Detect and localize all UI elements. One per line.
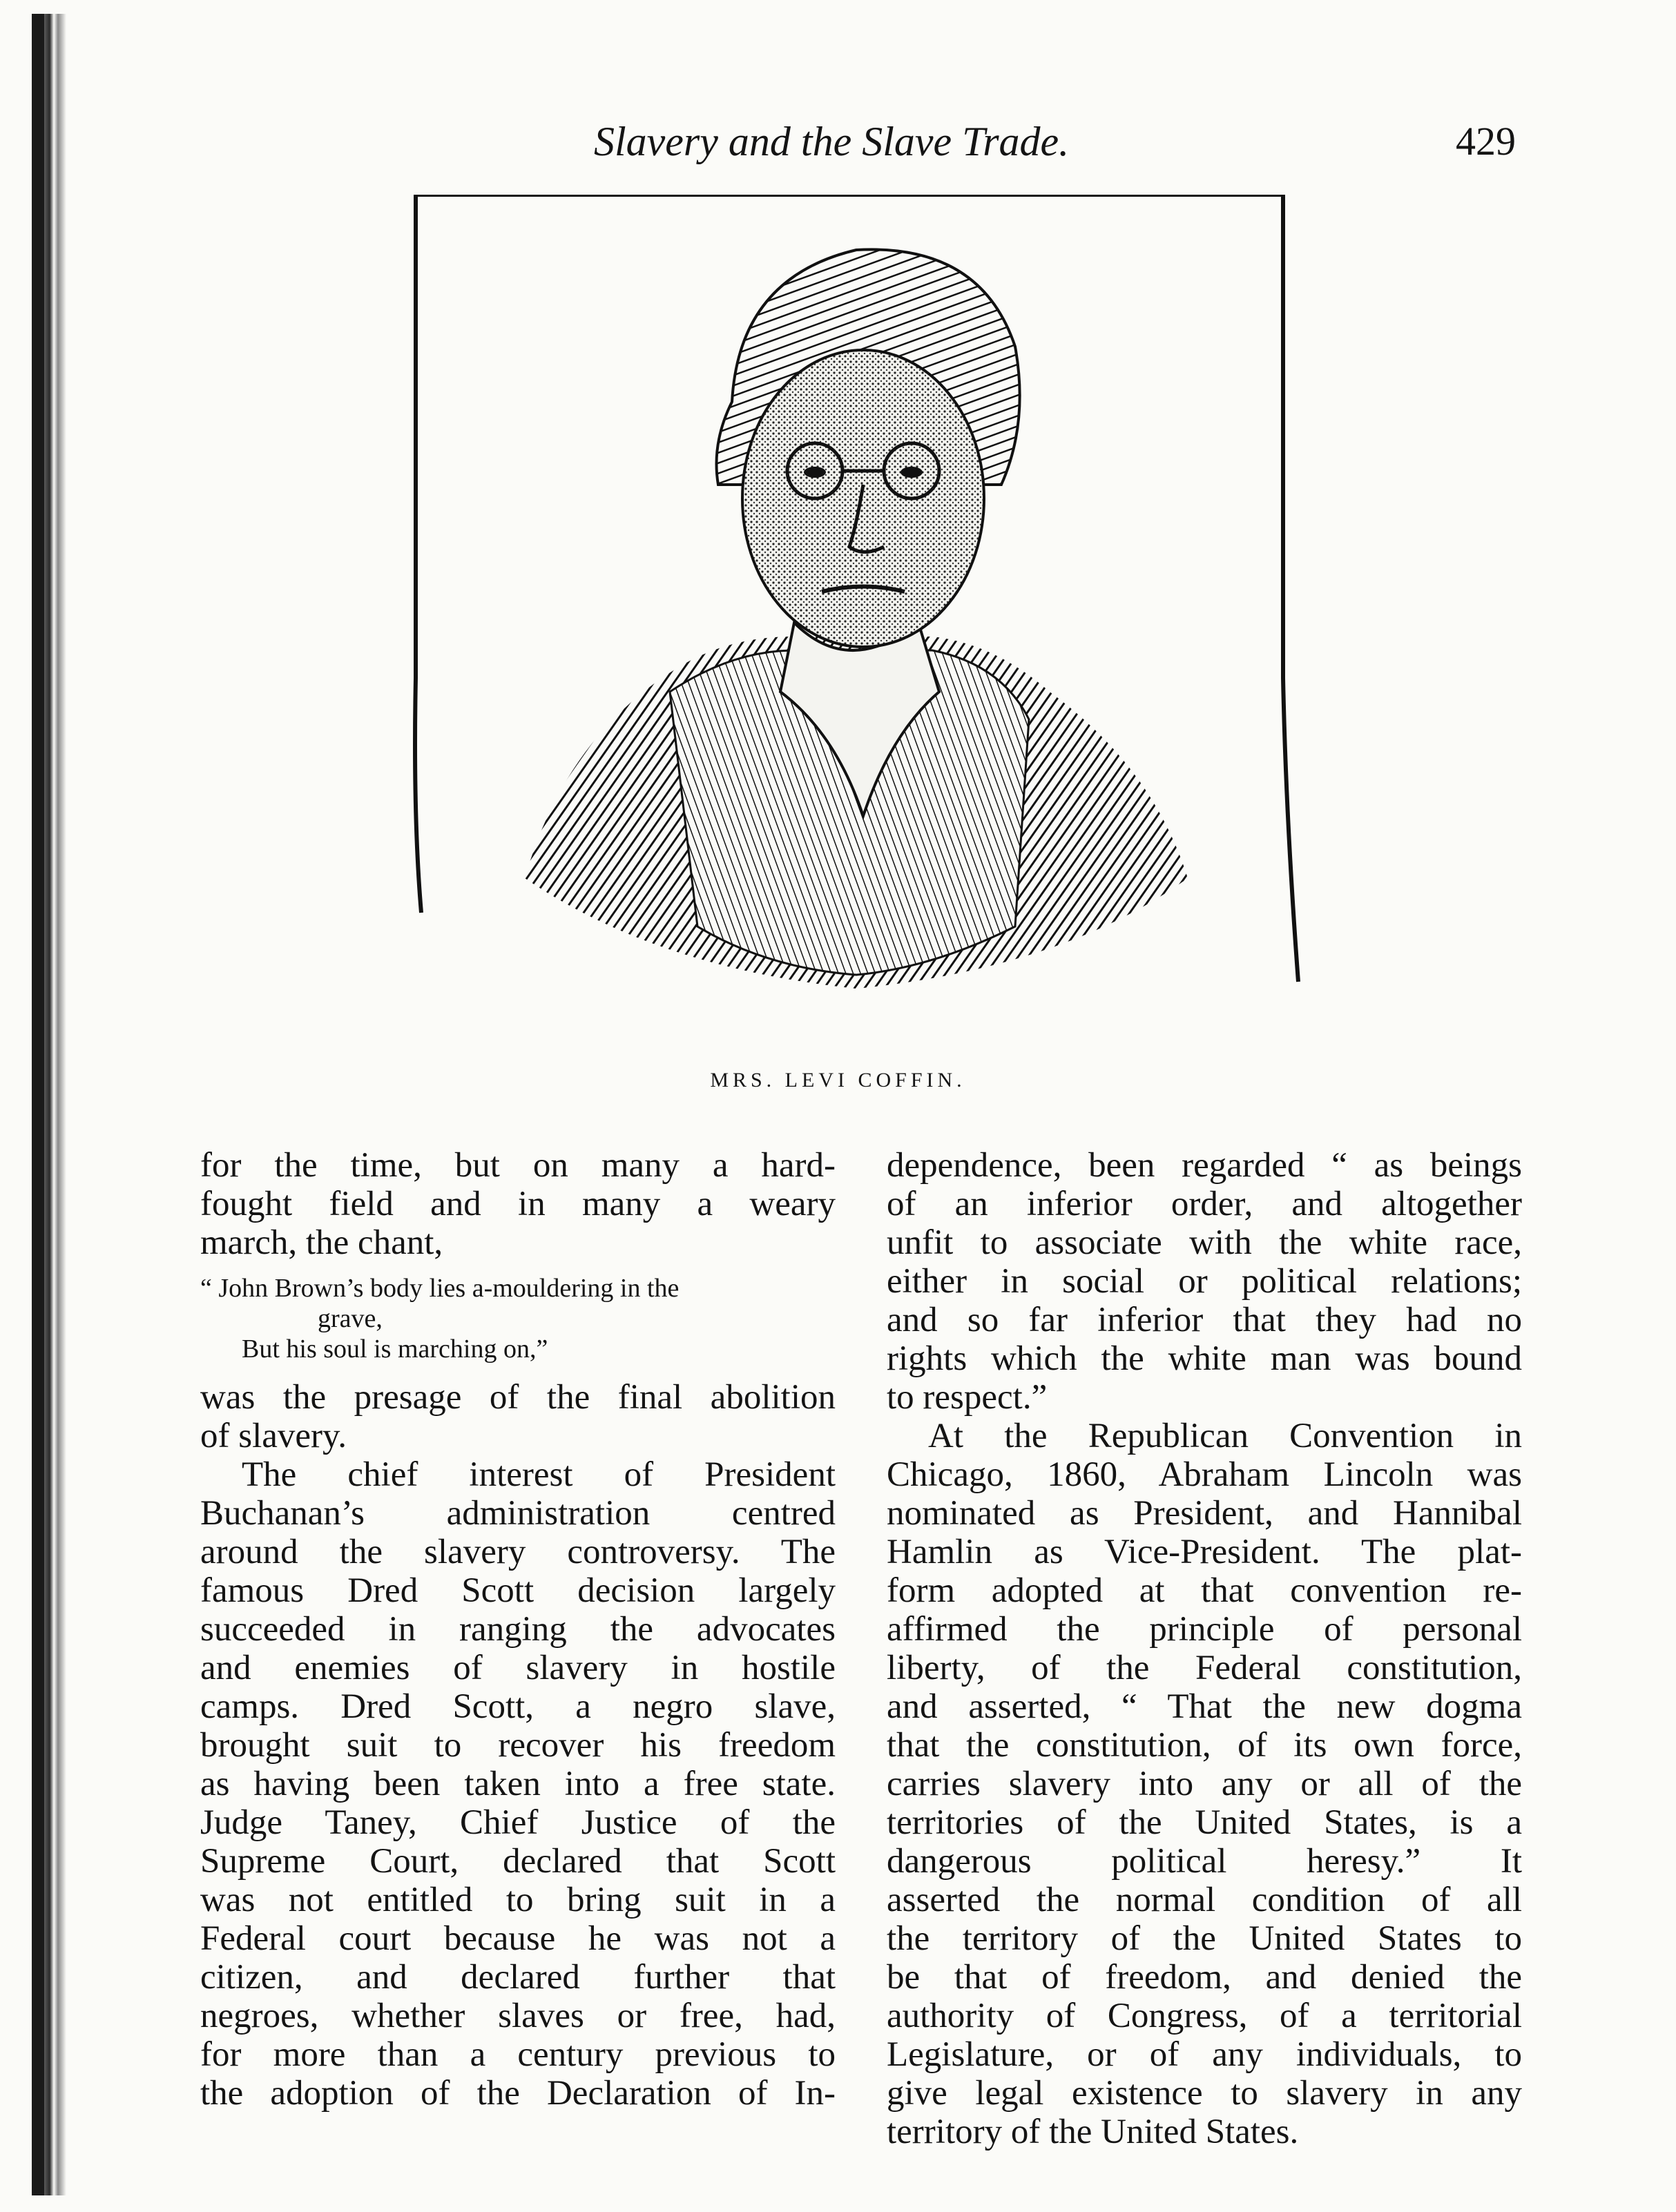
text-line: negroes, whether slaves or free, had,: [200, 1997, 836, 2035]
text-line: liberty, of the Federal constitution,: [887, 1649, 1522, 1687]
text-line: to respect.”: [887, 1378, 1048, 1417]
text-line: around the slavery controversy. The: [200, 1533, 836, 1571]
text-line: Hamlin as Vice-President. The plat-: [887, 1533, 1522, 1571]
left-column: [200, 1146, 836, 2113]
text-line: of slavery.: [200, 1417, 347, 1455]
text-line: The chief interest of President: [242, 1455, 836, 1494]
right-column: [887, 1146, 1522, 2151]
verse-quote: [200, 1273, 836, 1364]
text-line: authority of Congress, of a territorial: [887, 1997, 1522, 2035]
text-line: Federal court because he was not a: [200, 1919, 836, 1958]
text-line: carries slavery into any or all of the: [887, 1765, 1522, 1803]
text-line: At the Republican Convention in: [928, 1417, 1522, 1455]
text-line: Legislature, or of any individuals, to: [887, 2035, 1522, 2074]
portrait-engraving: [407, 195, 1305, 996]
text-line: dangerous political heresy.” It: [887, 1842, 1522, 1881]
text-line: was the presage of the final abolition: [200, 1378, 836, 1417]
page-header: [0, 110, 1676, 173]
text-line: fought field and in many a weary: [200, 1185, 836, 1223]
running-title: Slavery and the Slave Trade.: [594, 119, 1070, 164]
verse-line: “ John Brown’s body lies a-mouldering in the: [200, 1274, 680, 1303]
text-line: camps. Dred Scott, a negro slave,: [200, 1687, 836, 1726]
text-line: be that of freedom, and denied the: [887, 1958, 1522, 1997]
text-line: the territory of the United States to: [887, 1919, 1522, 1958]
illustration-caption: MRS. LEVI COFFIN.: [710, 1069, 966, 1092]
text-line: rights which the white man was bound: [887, 1339, 1522, 1378]
text-line: and asserted, “ That the new dogma: [887, 1687, 1522, 1726]
text-line: and enemies of slavery in hostile: [200, 1649, 836, 1687]
text-line: brought suit to recover his freedom: [200, 1726, 836, 1765]
text-line: was not entitled to bring suit in a: [200, 1881, 836, 1919]
text-line: for more than a century previous to: [200, 2035, 836, 2074]
text-line: dependence, been regarded “ as beings: [887, 1146, 1522, 1185]
text-line: famous Dred Scott decision largely: [200, 1571, 836, 1610]
text-line: territories of the United States, is a: [887, 1803, 1522, 1842]
text-line: the adoption of the Declaration of In-: [200, 2074, 836, 2113]
page-number: 429: [1456, 119, 1516, 164]
verse-line: But his soul is marching on,”: [242, 1335, 548, 1364]
text-line: succeeded in ranging the advocates: [200, 1610, 836, 1649]
book-binding-edge: [26, 14, 66, 2195]
text-line: nominated as President, and Hannibal: [887, 1494, 1522, 1533]
text-line: of an inferior order, and altogether: [887, 1185, 1522, 1223]
text-line: Buchanan’s administration centred: [200, 1494, 836, 1533]
text-line: Supreme Court, declared that Scott: [200, 1842, 836, 1881]
text-line: unfit to associate with the white race,: [887, 1223, 1522, 1262]
text-line: for the time, but on many a hard-: [200, 1146, 836, 1185]
text-line: territory of the United States.: [887, 2113, 1299, 2151]
text-line: give legal existence to slavery in any: [887, 2074, 1522, 2113]
text-line: Chicago, 1860, Abraham Lincoln was: [887, 1455, 1522, 1494]
text-line: asserted the normal condition of all: [887, 1881, 1522, 1919]
text-line: march, the chant,: [200, 1223, 443, 1262]
text-line: form adopted at that convention re-: [887, 1571, 1522, 1610]
text-line: Judge Taney, Chief Justice of the: [200, 1803, 836, 1842]
text-line: and so far inferior that they had no: [887, 1301, 1522, 1339]
text-line: citizen, and declared further that: [200, 1958, 836, 1997]
verse-line: grave,: [318, 1304, 383, 1333]
text-line: as having been taken into a free state.: [200, 1765, 836, 1803]
text-line: either in social or political relations;: [887, 1262, 1522, 1301]
text-line: that the constitution, of its own force,: [887, 1726, 1522, 1765]
text-line: affirmed the principle of personal: [887, 1610, 1522, 1649]
